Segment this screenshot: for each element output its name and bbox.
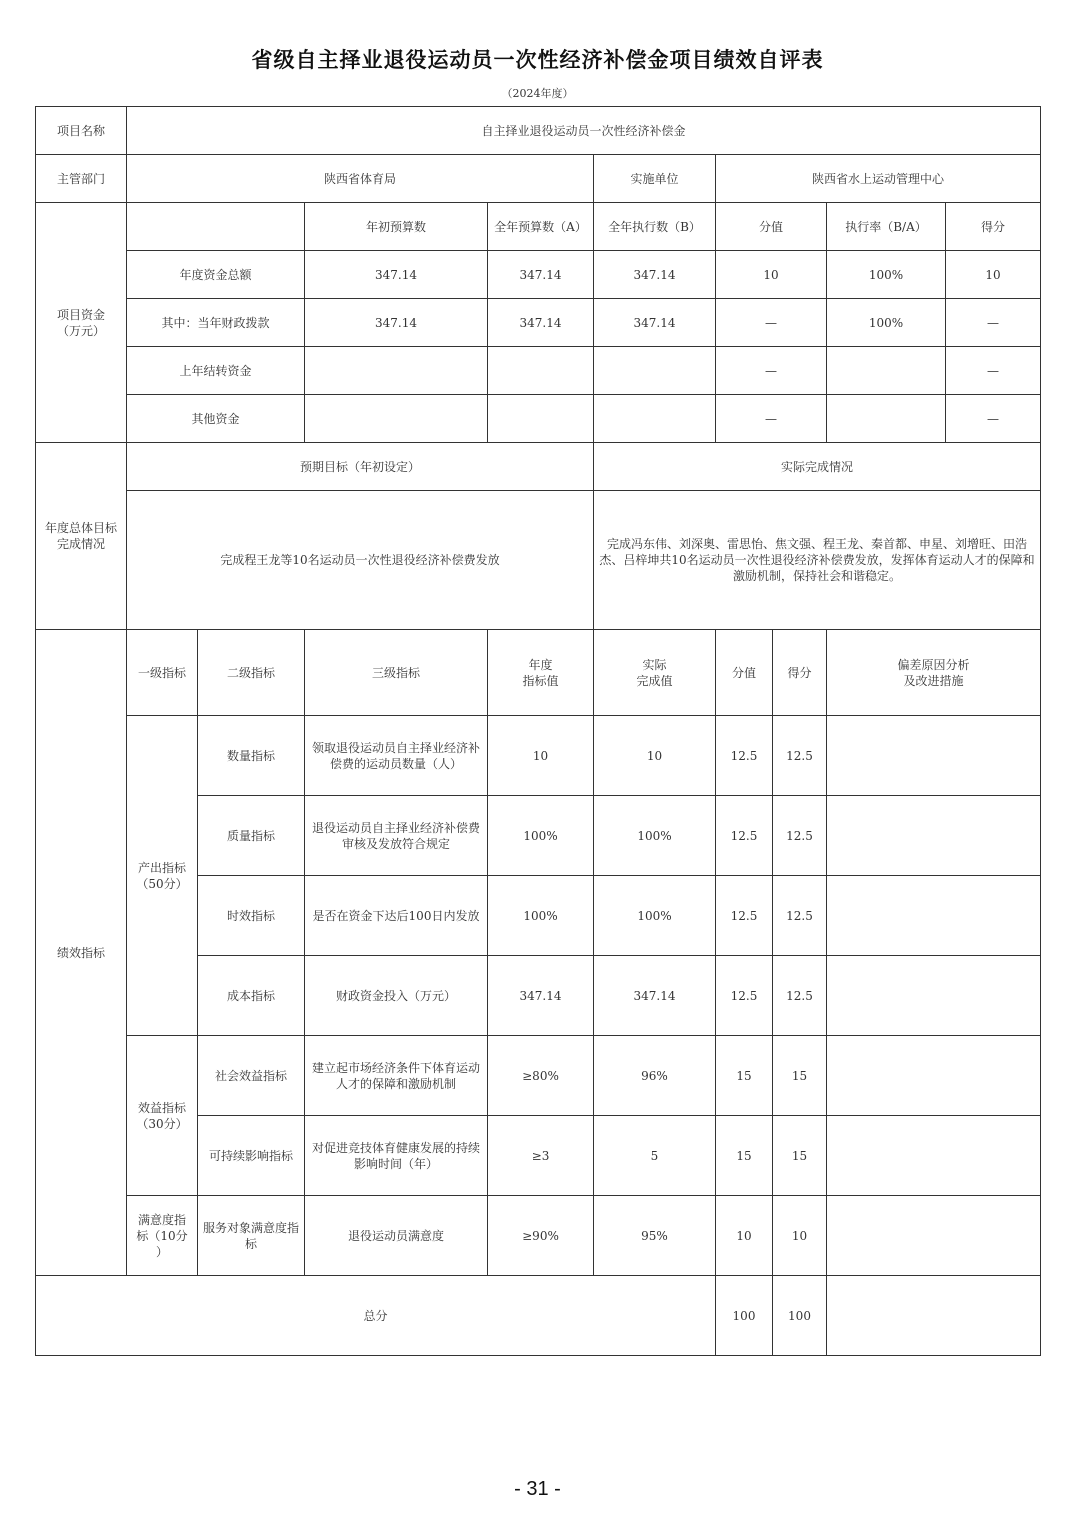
indicator-score-value: 15 [716, 1116, 773, 1196]
funds-row [36, 347, 1041, 395]
indicator-row [36, 1196, 1041, 1276]
indicator-reason [827, 956, 1041, 1036]
funds-row-executed: 347.14 [594, 299, 716, 347]
funds-row-name: 年度资金总额 [127, 251, 305, 299]
indicator-target: ≥80% [488, 1036, 594, 1116]
indicator-score-value: 12.5 [716, 796, 773, 876]
funds-row-name: 其他资金 [127, 395, 305, 443]
indicator-level2: 服务对象满意度指标 [198, 1196, 305, 1276]
funds-row-name: 上年结转资金 [127, 347, 305, 395]
page-number: - 31 - [514, 1478, 561, 1500]
indicator-group-output: 产出指标 （50分） [127, 716, 198, 1036]
indicator-target: 10 [488, 716, 594, 796]
funds-header-blank [127, 203, 305, 251]
funds-header-row [36, 203, 1041, 251]
funds-row-rate [827, 347, 946, 395]
funds-row-name: 其中：当年财政拨款 [127, 299, 305, 347]
total-reason [827, 1276, 1041, 1356]
indicator-reason [827, 1116, 1041, 1196]
unit-value: 陕西省水上运动管理中心 [716, 155, 1041, 203]
funds-row-score: — [946, 299, 1041, 347]
goals-expected-header: 预期目标（年初设定） [127, 443, 594, 491]
indicator-actual: 96% [594, 1036, 716, 1116]
funds-row-score: 10 [946, 251, 1041, 299]
indicator-level3: 对促进竞技体育健康发展的持续影响时间（年） [305, 1116, 488, 1196]
funds-header-initial: 年初预算数 [305, 203, 488, 251]
header-score: 得分 [773, 630, 827, 716]
indicator-actual: 100% [594, 796, 716, 876]
indicator-level3: 领取退役运动员自主择业经济补偿费的运动员数量（人） [305, 716, 488, 796]
indicator-level2: 质量指标 [198, 796, 305, 876]
indicator-score: 10 [773, 1196, 827, 1276]
goals-content-row [36, 491, 1041, 630]
department-value: 陕西省体育局 [127, 155, 594, 203]
indicator-level2: 社会效益指标 [198, 1036, 305, 1116]
header-actual: 实际 完成值 [594, 630, 716, 716]
funds-row [36, 251, 1041, 299]
performance-section-label: 绩效指标 [36, 630, 127, 1276]
department-row [36, 155, 1041, 203]
funds-row-score-value: — [716, 395, 827, 443]
funds-header-executed: 全年执行数（B） [594, 203, 716, 251]
funds-row-score-value: — [716, 347, 827, 395]
funds-row-annual [488, 347, 594, 395]
indicator-level3: 退役运动员满意度 [305, 1196, 488, 1276]
funds-row-initial: 347.14 [305, 299, 488, 347]
indicator-score: 12.5 [773, 796, 827, 876]
funds-header-annual: 全年预算数（A） [488, 203, 594, 251]
indicator-level3: 是否在资金下达后100日内发放 [305, 876, 488, 956]
funds-row-annual: 347.14 [488, 251, 594, 299]
funds-row-executed: 347.14 [594, 251, 716, 299]
funds-row-score-value: 10 [716, 251, 827, 299]
indicator-target: ≥90% [488, 1196, 594, 1276]
total-label: 总分 [36, 1276, 716, 1356]
indicator-reason [827, 796, 1041, 876]
indicator-target: ≥3 [488, 1116, 594, 1196]
indicator-row [36, 1036, 1041, 1116]
indicator-actual: 347.14 [594, 956, 716, 1036]
funds-row-annual [488, 395, 594, 443]
indicator-score-value: 10 [716, 1196, 773, 1276]
indicator-reason [827, 876, 1041, 956]
funds-row-initial [305, 395, 488, 443]
goals-section-label: 年度总体目标 完成情况 [36, 443, 127, 630]
funds-row-executed [594, 347, 716, 395]
header-level3: 三级指标 [305, 630, 488, 716]
indicator-level3: 财政资金投入（万元） [305, 956, 488, 1036]
indicator-reason [827, 1036, 1041, 1116]
funds-header-rate: 执行率（B/A） [827, 203, 946, 251]
indicator-score-value: 15 [716, 1036, 773, 1116]
indicator-actual: 95% [594, 1196, 716, 1276]
indicator-group-benefit: 效益指标 （30分） [127, 1036, 198, 1196]
indicator-level2: 可持续影响指标 [198, 1116, 305, 1196]
indicator-target: 347.14 [488, 956, 594, 1036]
funds-row-score: — [946, 395, 1041, 443]
indicator-reason [827, 716, 1041, 796]
project-name-value: 自主择业退役运动员一次性经济补偿金 [127, 107, 1041, 155]
funds-section-label: 项目资金 （万元） [36, 203, 127, 443]
total-score-value: 100 [716, 1276, 773, 1356]
funds-row [36, 395, 1041, 443]
indicator-score-value: 12.5 [716, 876, 773, 956]
total-score: 100 [773, 1276, 827, 1356]
indicator-reason [827, 1196, 1041, 1276]
indicator-score-value: 12.5 [716, 956, 773, 1036]
indicator-score: 15 [773, 1116, 827, 1196]
indicator-row [36, 716, 1041, 796]
funds-header-score-value: 分值 [716, 203, 827, 251]
indicator-actual: 10 [594, 716, 716, 796]
funds-row-initial [305, 347, 488, 395]
total-row [36, 1276, 1041, 1356]
indicator-target: 100% [488, 796, 594, 876]
funds-row-score-value: — [716, 299, 827, 347]
goals-header-row [36, 443, 1041, 491]
indicator-score: 12.5 [773, 716, 827, 796]
funds-row-rate [827, 395, 946, 443]
performance-header-row [36, 630, 1041, 716]
goals-expected-text: 完成程王龙等10名运动员一次性退役经济补偿费发放 [127, 491, 594, 630]
header-score-value: 分值 [716, 630, 773, 716]
unit-label: 实施单位 [594, 155, 716, 203]
header-level2: 二级指标 [198, 630, 305, 716]
funds-header-score: 得分 [946, 203, 1041, 251]
indicator-score-value: 12.5 [716, 716, 773, 796]
header-reason: 偏差原因分析 及改进措施 [827, 630, 1041, 716]
header-level1: 一级指标 [127, 630, 198, 716]
indicator-level2: 时效指标 [198, 876, 305, 956]
funds-row [36, 299, 1041, 347]
indicator-actual: 100% [594, 876, 716, 956]
funds-row-annual: 347.14 [488, 299, 594, 347]
page-title: 省级自主择业退役运动员一次性经济补偿金项目绩效自评表 [251, 48, 824, 72]
funds-row-initial: 347.14 [305, 251, 488, 299]
goals-actual-header: 实际完成情况 [594, 443, 1041, 491]
project-name-row [36, 107, 1041, 155]
indicator-level3: 建立起市场经济条件下体育运动人才的保障和激励机制 [305, 1036, 488, 1116]
performance-form-table [35, 106, 1041, 1356]
funds-row-score: — [946, 347, 1041, 395]
indicator-level3: 退役运动员自主择业经济补偿费审核及发放符合规定 [305, 796, 488, 876]
funds-row-rate: 100% [827, 299, 946, 347]
report-year: （2024年度） [501, 87, 574, 100]
project-name-label: 项目名称 [36, 107, 127, 155]
funds-row-executed [594, 395, 716, 443]
header-target: 年度 指标值 [488, 630, 594, 716]
indicator-level2: 成本指标 [198, 956, 305, 1036]
funds-row-rate: 100% [827, 251, 946, 299]
indicator-score: 15 [773, 1036, 827, 1116]
indicator-score: 12.5 [773, 956, 827, 1036]
department-label: 主管部门 [36, 155, 127, 203]
indicator-score: 12.5 [773, 876, 827, 956]
indicator-target: 100% [488, 876, 594, 956]
indicator-actual: 5 [594, 1116, 716, 1196]
indicator-level2: 数量指标 [198, 716, 305, 796]
indicator-group-satisfaction: 满意度指 标（10分 ） [127, 1196, 198, 1276]
goals-actual-text: 完成冯东伟、刘深奥、雷思怡、焦文强、程王龙、秦首都、申星、刘增旺、田浩杰、吕梓坤共10名运动员一次性退役经济补偿费发放，发挥体育运动人才的保障和激励机制，保持社会和谐稳定。 [594, 491, 1041, 630]
